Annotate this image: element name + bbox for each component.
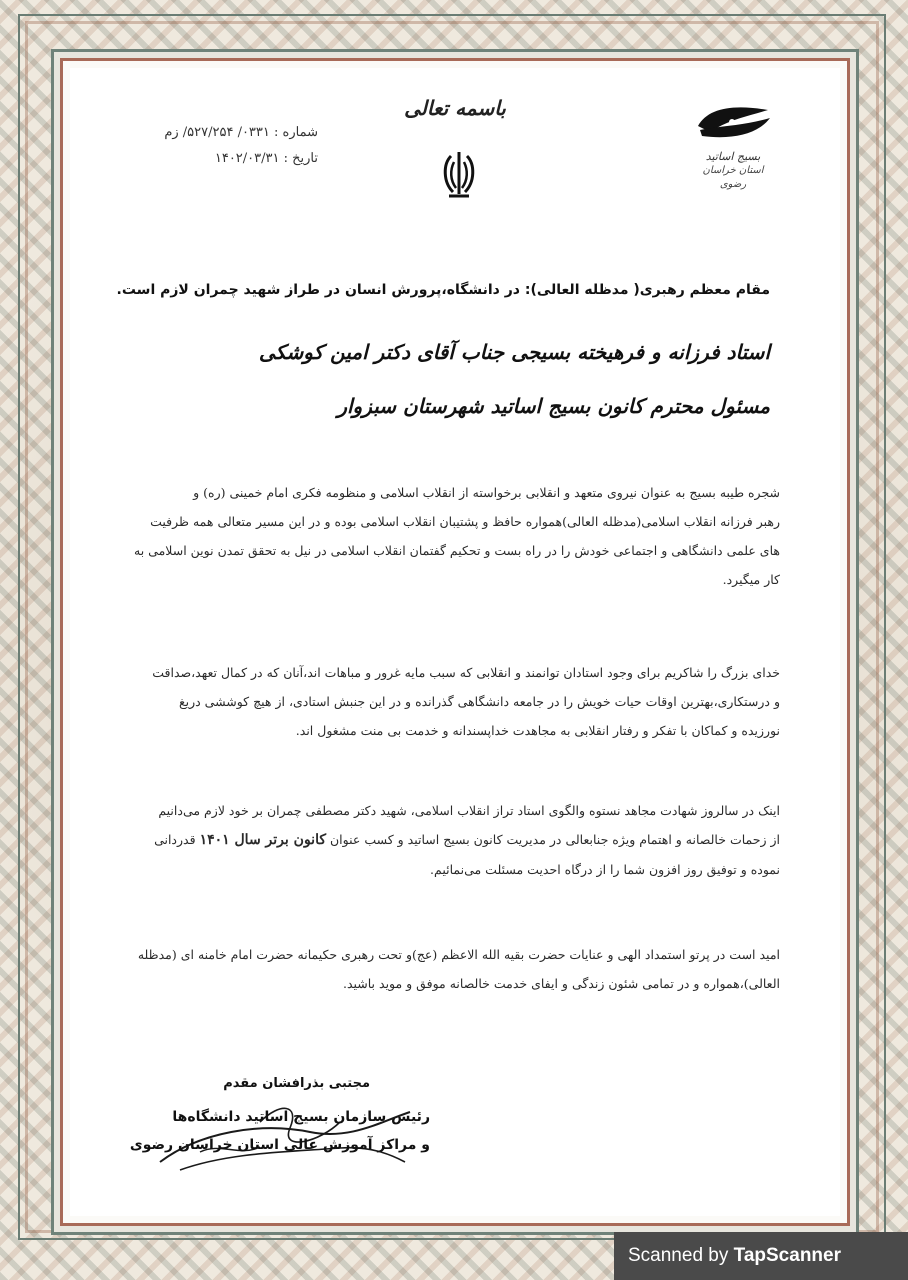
addressee-line-1: استاد فرزانه و فرهیخته بسیجی جناب آقای دکتر امین کوشکی xyxy=(258,340,770,364)
letter-date: تاریخ : ۱۴۰۲/۰۳/۳۱ xyxy=(214,151,318,166)
paragraph-line: نورزیده و کماکان با تفکر و رفتار انقلابی به مجاهدت خداپسندانه و خدمت بی منت مشغول اند. xyxy=(295,723,780,738)
paragraph-line: و درستکاری،بهترین اوقات حیات خویش را در جامعه دانشگاهی گذرانده و در این جنبش استادی، از هیچ کوششی دریغ xyxy=(178,694,780,709)
letter-page xyxy=(70,68,840,1216)
award-title: کانون برتر سال ۱۴۰۱ xyxy=(199,832,327,848)
paragraph-text: قدردانی xyxy=(154,832,196,847)
paragraph-text: از زحمات خالصانه و اهتمام ویژه جنابعالی در مدیریت کانون بسیج اساتید و کسب عنوان xyxy=(330,832,780,847)
signer-name: مجتبی بذرافشان مقدم xyxy=(223,1076,370,1091)
paragraph-4 xyxy=(137,940,780,998)
paragraph-line: العالی)،همواره و در تمامی شئون زندگی و ایفای خدمت خالصانه موفق و موید باشید. xyxy=(342,976,780,991)
paragraph-line: های علمی دانشگاهی و اجتماعی خودش را در راه بست و تحکیم گفتمان انقلاب اسلامی در نیل به تحقق تمدن نوین اسلامی به xyxy=(134,543,780,558)
watermark-brand: TapScanner xyxy=(733,1245,841,1266)
logo-subtitle: استان خراسان رضوی xyxy=(702,165,764,190)
paragraph-1 xyxy=(134,478,780,594)
letter-meta xyxy=(128,120,318,172)
logo-text xyxy=(688,150,778,192)
signature-block xyxy=(130,1076,430,1159)
basij-logo xyxy=(688,96,778,192)
iran-emblem-icon xyxy=(437,148,481,202)
signer-title-1: رئیس سازمان بسیج اساتید دانشگاه‌ها xyxy=(172,1109,430,1125)
paragraph-line: شجره طیبه بسیج به عنوان نیروی متعهد و انقلابی برخواسته از انقلاب اسلامی و منظومه فکری امام خمینی (ره) و xyxy=(193,485,780,500)
watermark-prefix: Scanned by xyxy=(628,1245,734,1266)
paragraph-line: کار میگیرد. xyxy=(722,572,780,587)
paragraph-line: اینک در سالروز شهادت مجاهد نستوه والگوی استاد تراز انقلاب اسلامی، شهید دکتر مصطفی چمران بر خود لازم می‌دانیم xyxy=(158,803,780,818)
paragraph-line: امید است در پرتو استمداد الهی و عنایات حضرت بقیه الله الاعظم (عج)و تحت رهبری حکیمانه حضرت امام خامنه ای (مدظله xyxy=(137,947,780,962)
basmala-heading: باسمه تعالی xyxy=(404,96,506,120)
leader-quote: مقام معظم رهبری( مدظله العالی): در دانشگاه،پرورش انسان در طراز شهید چمران لازم است. xyxy=(116,282,770,298)
signer-title-2: و مراکز آموزش عالی استان خراسان رضوی xyxy=(129,1137,430,1153)
paragraph-2 xyxy=(140,658,780,745)
letter-number: شماره : ۰۳۳۱/ ۵۲۷/۲۵۴/ زم xyxy=(164,125,318,140)
paragraph-3 xyxy=(140,796,780,884)
paragraph-line xyxy=(140,825,780,855)
basij-logo-icon xyxy=(688,96,778,156)
addressee-line-2: مسئول محترم کانون بسیج اساتید شهرستان سبزوار xyxy=(337,394,770,418)
paragraph-line: نموده و توفیق روز افزون شما را از درگاه احدیت مسئلت می‌نمائیم. xyxy=(430,862,780,877)
paragraph-line: رهبر فرزانه انقلاب اسلامی(مدظله العالی)همواره حافظ و پشتیبان انقلاب اسلامی بوده و در این مسیر متعالی همه ظرفیت xyxy=(150,514,780,529)
scanner-watermark xyxy=(614,1232,908,1280)
paragraph-line: خدای بزرگ را شاکریم برای وجود استادان توانمند و انقلابی که سبب مایه غرور و مباهات اند،آنان که در کمال تعهد،صداقت xyxy=(152,665,780,680)
logo-title: بسیج اساتید xyxy=(705,150,761,163)
